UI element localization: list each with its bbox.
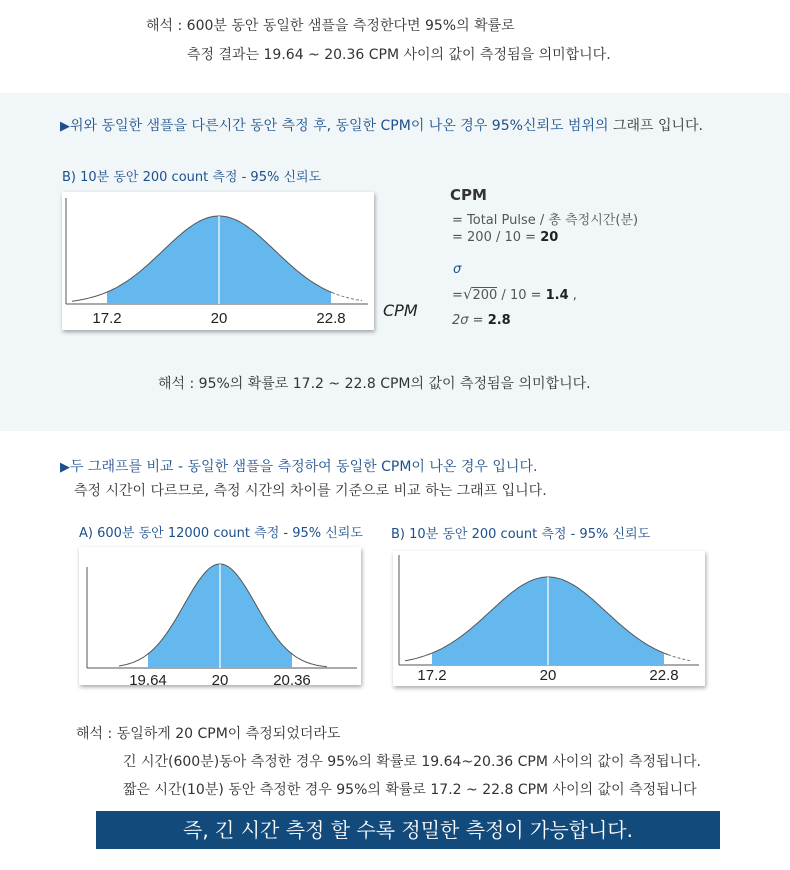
section2-chart-caption: B) 10분 동안 200 count 측정 - 95% 신뢰도: [62, 170, 322, 185]
tick-label: 17.2: [92, 310, 122, 327]
tick-label: 20: [211, 672, 229, 685]
section2-interpretation: 해석 : 95%의 확률로 17.2 ~ 22.8 CPM의 값이 측정됨을 의미합니다.: [158, 376, 591, 392]
sqrt-value: 200: [472, 288, 498, 303]
formula-title: CPM: [450, 186, 487, 204]
triangle-marker-icon: ▶: [60, 460, 70, 475]
section2-chart-svg: [62, 192, 374, 330]
section3-heading-blue: 두 그래프를 비교 - 동일한 샘플을 측정하여 동일한 CPM이 나온 경우 입니다.: [70, 459, 538, 475]
section3-interp-label: 해석 : 동일하게 20 CPM이 측정되었더라도: [76, 726, 341, 742]
tick-label: 20: [539, 667, 557, 684]
tick-label: 17.2: [417, 667, 447, 684]
curve-tail-dash: [332, 293, 362, 301]
chart-b-svg: [393, 551, 705, 686]
two-sigma-eq: =: [468, 313, 488, 328]
sqrt-icon: √: [462, 285, 473, 303]
section2-heading-blue: 위와 동일한 샘플을 다른시간 동안 측정 후, 동일한 CPM이 나온 경우 95%신뢰도 범위의: [70, 118, 609, 134]
chart-a: [79, 547, 361, 685]
section3-interp-line1: 긴 시간(600분)동아 측정한 경우 95%의 확률로 19.64~20.36 CPM 사이의 값이 측정됩니다.: [123, 754, 701, 770]
chart-b-caption: B) 10분 동안 200 count 측정 - 95% 신뢰도: [391, 527, 651, 542]
curve-tail-dash: [668, 655, 690, 661]
sigma-comma: ,: [568, 288, 577, 303]
tick-label: 20.36: [273, 672, 311, 685]
tick-label: 20: [210, 310, 228, 327]
chart-a-svg: [79, 547, 361, 685]
two-sigma-label: 2σ: [452, 313, 469, 328]
x-axis-label: CPM: [383, 301, 418, 320]
section2-chart: [62, 192, 374, 330]
formula-line2-result: 20: [540, 230, 559, 245]
sigma-eq: =: [452, 288, 463, 303]
sigma-formula: [452, 285, 577, 303]
top-interpretation-line2: 측정 결과는 19.64 ~ 20.36 CPM 사이의 값이 측정됨을 의미합니다.: [187, 47, 611, 63]
section3-subheading: 측정 시간이 다르므로, 측정 시간의 차이를 기준으로 비교 하는 그래프 입니다.: [74, 483, 547, 499]
section2-heading: [60, 115, 703, 135]
tick-label: 19.64: [129, 672, 167, 685]
section2-heading-rest: 그래프 입니다.: [608, 118, 704, 134]
two-sigma-result: 2.8: [487, 313, 511, 328]
conclusion-banner: 즉, 긴 시간 측정 할 수록 정밀한 측정이 가능합니다.: [96, 811, 720, 849]
tick-label: 22.8: [649, 667, 679, 684]
chart-a-caption: A) 600분 동안 12000 count 측정 - 95% 신뢰도: [79, 526, 363, 541]
top-interpretation-line1: 해석 : 600분 동안 동일한 샘플을 측정한다면 95%의 확률로: [146, 18, 515, 34]
formula-line2: [452, 230, 558, 245]
sigma-result: 1.4: [545, 288, 569, 303]
two-sigma-formula: [452, 313, 511, 328]
tick-label: 22.8: [316, 310, 346, 327]
formula-line1: = Total Pulse / 총 측정시간(분): [452, 213, 639, 228]
triangle-marker-icon: ▶: [60, 119, 70, 134]
section3-interp-line2: 짧은 시간(10분) 동안 측정한 경우 95%의 확률로 17.2 ~ 22.8 CPM 사이의 값이 측정됩니다: [123, 782, 697, 798]
sigma-div: / 10 =: [497, 288, 546, 303]
sigma-symbol: σ: [453, 262, 462, 277]
section3-heading: [60, 456, 537, 476]
chart-b: [393, 551, 705, 686]
formula-line2-prefix: = 200 / 10 =: [452, 230, 541, 245]
